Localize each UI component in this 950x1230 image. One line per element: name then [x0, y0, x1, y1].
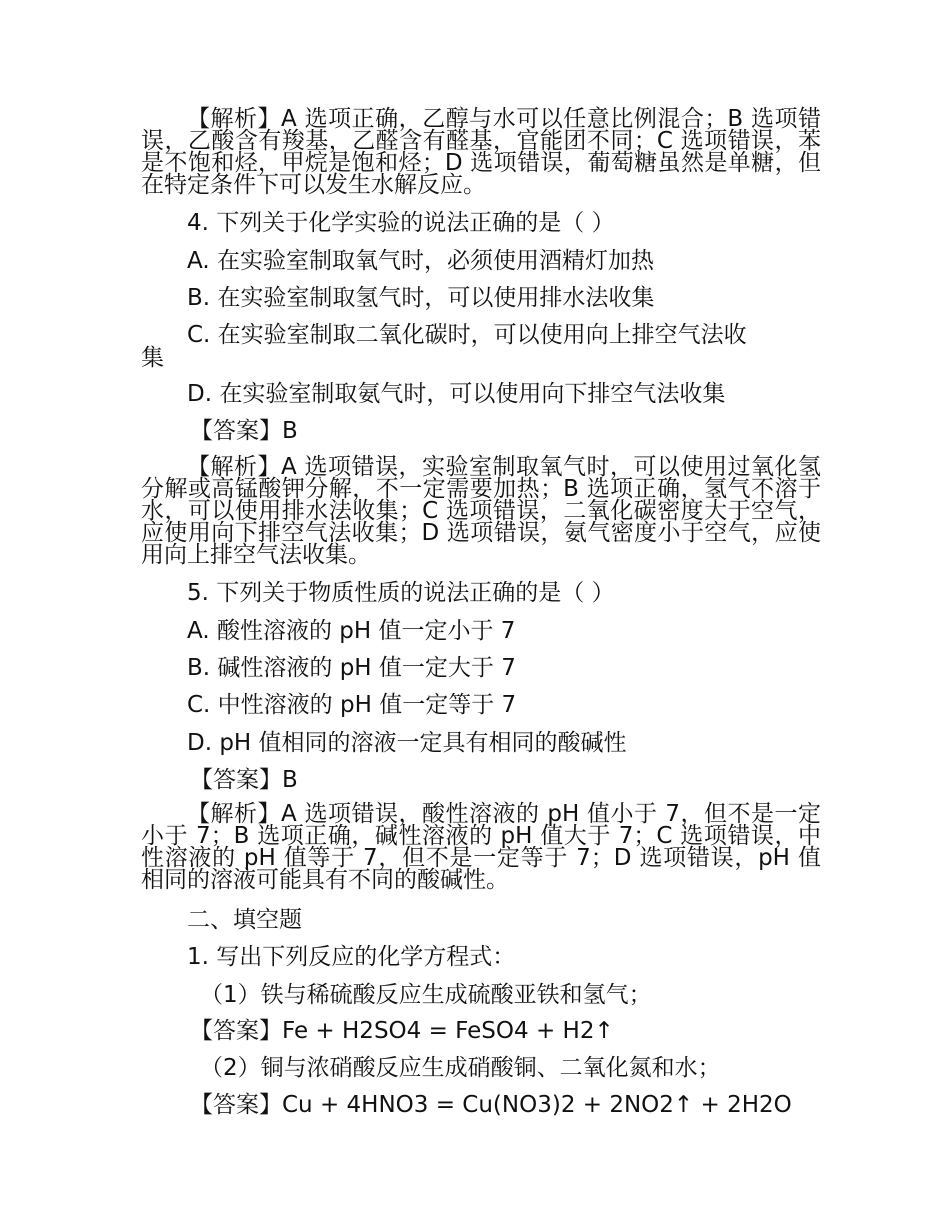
q5-option-a: A. 酸性溶液的 pH 值一定小于 7: [187, 618, 516, 644]
q4-option-a: A. 在实验室制取氧气时，必须使用酒精灯加热: [187, 248, 654, 274]
q4-stem: 4. 下列关于化学实验的说法正确的是（ ）: [187, 210, 615, 236]
q5-answer: 【答案】B: [190, 767, 298, 793]
q5-option-b: B. 碱性溶液的 pH 值一定大于 7: [187, 655, 516, 681]
q4-answer: 【答案】B: [190, 418, 298, 444]
section-heading: 二、填空题: [187, 907, 302, 933]
fill-q1-part2: （2）铜与浓硝酸反应生成硝酸铜、二氧化氮和水；: [200, 1055, 721, 1081]
fill-q1-stem: 1. 写出下列反应的化学方程式：: [187, 944, 516, 970]
fill-q1-answer1: 【答案】Fe + H2SO4 = FeSO4 + H2↑: [190, 1018, 614, 1044]
q4-option-b: B. 在实验室制取氢气时，可以使用排水法收集: [187, 285, 655, 311]
fill-q1-part1: （1）铁与稀硫酸反应生成硫酸亚铁和氢气；: [200, 982, 652, 1008]
fill-q1-answer2: 【答案】Cu + 4HNO3 = Cu(NO3)2 + 2NO2↑ + 2H2O: [190, 1092, 792, 1118]
q5-option-d: D. pH 值相同的溶液一定具有相同的酸碱性: [187, 730, 627, 756]
q3-analysis-paragraph: 【解析】A 选项正确，乙醇与水可以任意比例混合；B 选项错误，乙酸含有羧基，乙醛含有醛基，官能团不同；C 选项错误，苯是不饱和烃，甲烷是饱和烃；D 选项错误，葡萄糖虽然是单糖，但在特定条件下可以发生水解反应。: [141, 106, 821, 198]
q4-option-c-line2: 集: [141, 345, 164, 371]
q4-option-d: D. 在实验室制取氨气时，可以使用向下排空气法收集: [187, 381, 726, 407]
q4-option-c-line1: C. 在实验室制取二氧化碳时，可以使用向上排空气法收: [187, 322, 747, 348]
q5-stem: 5. 下列关于物质性质的说法正确的是（ ）: [187, 580, 615, 606]
q4-analysis-paragraph: 【解析】A 选项错误，实验室制取氧气时，可以使用过氧化氢分解或高锰酸钾分解，不一定需要加热；B 选项正确，氢气不溶于水，可以使用排水法收集；C 选项错误，二氧化碳密度大于空气，应使用向下排空气法收集；D 选项错误，氨气密度小于空气，应使用向上排空气法收集。: [141, 454, 821, 568]
q5-analysis-paragraph: 【解析】A 选项错误，酸性溶液的 pH 值小于 7，但不是一定小于 7；B 选项正确，碱性溶液的 pH 值大于 7；C 选项错误，中性溶液的 pH 值等于 7，但不是一定等于 7；D 选项错误，pH 值相同的溶液可能具有不同的酸碱性。: [141, 801, 821, 893]
q5-option-c: C. 中性溶液的 pH 值一定等于 7: [187, 692, 517, 718]
